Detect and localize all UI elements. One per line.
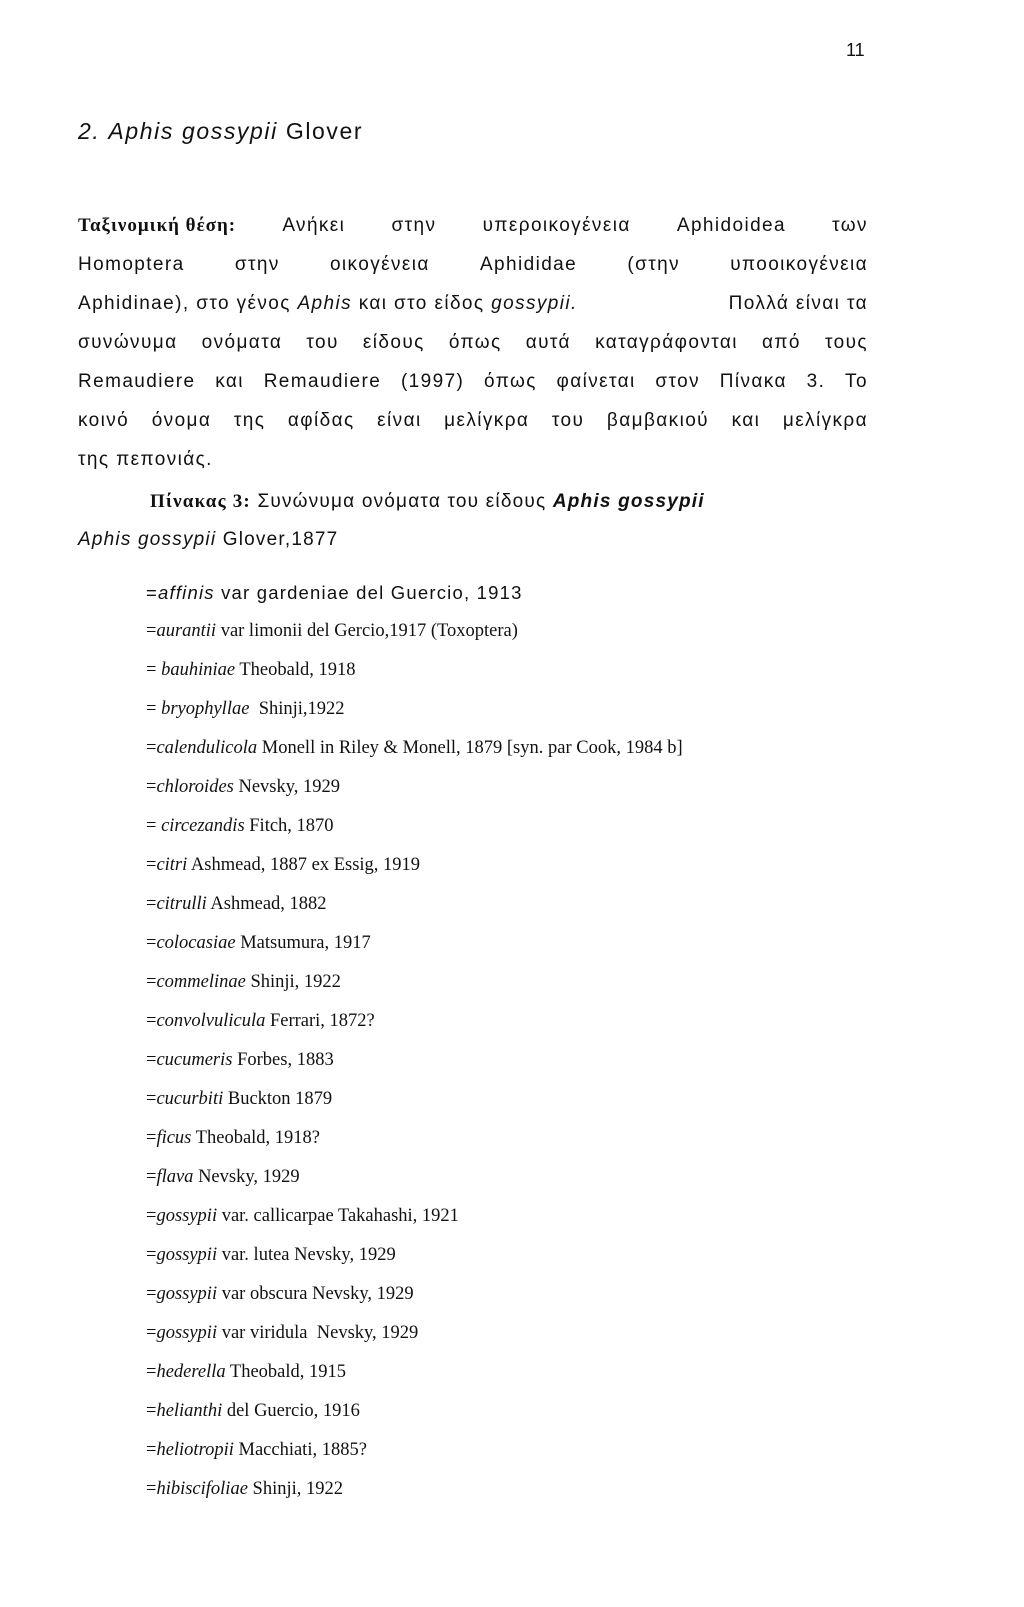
synonym-authority: Forbes, 1883 [232, 1050, 334, 1070]
synonym-authority: Ashmead, 1887 ex Essig, 1919 [187, 855, 421, 875]
synonym-entry [146, 1353, 866, 1392]
synonym-epithet: aurantii [156, 621, 217, 641]
section-number: 2. [78, 118, 101, 144]
table-caption [150, 491, 705, 513]
intro-word: Aphididae [479, 254, 578, 275]
intro-word: στην [234, 254, 280, 275]
synonym-prefix: = [146, 1011, 157, 1031]
synonym-epithet: chloroides [156, 777, 234, 797]
synonym-entry [146, 1314, 866, 1353]
synonym-prefix: = [146, 1479, 157, 1499]
synonym-entry [146, 885, 866, 924]
valid-name-author: Glover,1877 [216, 529, 339, 550]
intro-word: ονόματα [201, 332, 283, 353]
valid-name [78, 529, 338, 551]
intro-word: του [551, 410, 585, 431]
synonym-prefix: = [146, 699, 162, 719]
intro-species: gossypii. [491, 293, 578, 314]
synonym-authority: Ashmead, 1882 [206, 894, 327, 914]
synonym-entry [146, 1158, 866, 1197]
intro-word: του [306, 332, 339, 353]
intro-word: είδους [362, 332, 425, 353]
synonym-authority: Shinji, 1922 [245, 972, 341, 992]
synonym-entry [146, 573, 866, 612]
synonym-authority: Theobald, 1915 [225, 1362, 347, 1382]
synonym-entry [146, 1002, 866, 1041]
synonym-epithet: gossypii [156, 1245, 218, 1265]
intro-word: Remaudiere [263, 371, 382, 392]
synonym-epithet: gossypii [156, 1206, 218, 1226]
intro-text: της πεπονιάς. [78, 449, 213, 470]
intro-word: φαίνεται [556, 371, 636, 392]
synonym-prefix: = [146, 1128, 157, 1148]
section-heading [78, 118, 363, 145]
intro-word: Homoptera [78, 254, 185, 275]
synonym-entry [146, 807, 866, 846]
synonym-epithet: flava [156, 1167, 194, 1187]
synonym-prefix: = [146, 1245, 157, 1265]
synonym-epithet: affinis [158, 582, 215, 603]
synonym-authority: var. callicarpae Takahashi, 1921 [217, 1206, 459, 1226]
synonym-epithet: bryophyllae [161, 699, 250, 719]
synonym-prefix: = [146, 1167, 157, 1187]
synonym-epithet: heliotropii [156, 1440, 234, 1460]
synonym-epithet: citri [156, 855, 188, 875]
synonym-prefix: = [146, 582, 159, 603]
intro-word: (στην [627, 254, 680, 275]
synonym-entry [146, 1041, 866, 1080]
synonym-entry [146, 1275, 866, 1314]
table-caption-text: Συνώνυμα ονόματα του είδους [250, 491, 553, 512]
synonym-authority: var viridula Nevsky, 1929 [217, 1323, 419, 1343]
synonym-authority: Ferrari, 1872? [265, 1011, 375, 1031]
intro-word: μελίγκρα [444, 410, 530, 431]
synonym-entry [146, 1431, 866, 1470]
synonym-authority: del Guercio, 1916 [222, 1401, 360, 1421]
synonym-entry [146, 1197, 866, 1236]
intro-word: της [233, 410, 266, 431]
synonym-prefix: = [146, 621, 157, 641]
synonym-authority: Theobald, 1918 [235, 660, 356, 680]
intro-genus: Aphis [297, 293, 353, 314]
synonym-entry [146, 1470, 866, 1509]
synonym-entry [146, 612, 866, 651]
synonym-authority: Shinji, 1922 [247, 1479, 343, 1499]
intro-word: τους [825, 332, 868, 353]
intro-word: αυτά [525, 332, 571, 353]
synonym-list [146, 573, 866, 1509]
synonym-authority: Nevsky, 1929 [233, 777, 341, 797]
intro-line-1 [78, 206, 868, 245]
synonym-authority: var limonii del Gercio,1917 (Toxoptera) [216, 621, 518, 641]
synonym-entry [146, 1236, 866, 1275]
synonym-prefix: = [146, 1050, 157, 1070]
synonym-epithet: gossypii [156, 1284, 218, 1304]
intro-word: οικογένεια [329, 254, 430, 275]
synonym-prefix: = [146, 1089, 157, 1109]
synonym-entry [146, 651, 866, 690]
intro-word: βαμβακιού [606, 410, 709, 431]
intro-word: υποοικογένεια [730, 254, 868, 275]
synonym-prefix: = [146, 1206, 157, 1226]
intro-word: κοινό [78, 410, 130, 431]
synonym-epithet: gossypii [156, 1323, 218, 1343]
intro-text: Πολλά είναι τα [721, 293, 868, 314]
synonym-entry [146, 963, 866, 1002]
synonym-prefix: = [146, 777, 157, 797]
synonym-prefix: = [146, 816, 162, 836]
page-number: 11 [846, 40, 865, 60]
synonym-epithet: bauhiniae [161, 660, 236, 680]
valid-name-binomial: Aphis gossypii [78, 529, 217, 550]
synonym-prefix: = [146, 894, 157, 914]
intro-word: των [832, 215, 868, 236]
synonym-epithet: hederella [156, 1362, 226, 1382]
synonym-epithet: calendulicola [156, 738, 258, 758]
intro-word: και [731, 410, 761, 431]
intro-word: από [762, 332, 801, 353]
intro-line-3 [78, 284, 868, 323]
synonym-entry [146, 690, 866, 729]
intro-word: όπως [484, 371, 537, 392]
intro-word: στην [391, 215, 437, 236]
synonym-authority: Fitch, 1870 [244, 816, 334, 836]
intro-line-7 [78, 440, 868, 479]
synonym-epithet: colocasiae [156, 933, 236, 953]
heading-genus: Aphis [108, 118, 174, 144]
synonym-authority: Buckton 1879 [223, 1089, 333, 1109]
intro-word: Πίνακα [719, 371, 787, 392]
synonym-epithet: convolvulicula [156, 1011, 266, 1031]
synonym-authority: Macchiati, 1885? [233, 1440, 367, 1460]
intro-word: συνώνυμα [78, 332, 178, 353]
intro-word: Το [845, 371, 868, 392]
synonym-authority: Monell in Riley & Monell, 1879 [syn. par Cook, 1984 b] [257, 738, 683, 758]
intro-text: και στο είδος [352, 293, 492, 314]
synonym-epithet: cucurbiti [156, 1089, 224, 1109]
synonym-epithet: cucumeris [156, 1050, 233, 1070]
intro-word: υπεροικογένεια [482, 215, 631, 236]
heading-author: Glover [285, 118, 364, 144]
intro-word: αφίδας [287, 410, 355, 431]
intro-word: όνομα [151, 410, 212, 431]
synonym-epithet: circezandis [161, 816, 245, 836]
synonym-entry [146, 1080, 866, 1119]
synonym-prefix: = [146, 1284, 157, 1304]
intro-word: Remaudiere [78, 371, 196, 392]
intro-word: Aphidoidea [676, 215, 786, 236]
synonym-epithet: ficus [156, 1128, 192, 1148]
table-label: Πίνακας 3: [150, 491, 251, 512]
synonym-prefix: = [146, 972, 157, 992]
synonym-authority: Nevsky, 1929 [193, 1167, 300, 1187]
synonym-epithet: helianthi [156, 1401, 223, 1421]
synonym-entry [146, 924, 866, 963]
synonym-prefix: = [146, 1440, 157, 1460]
synonym-prefix: = [146, 933, 157, 953]
synonym-entry [146, 729, 866, 768]
intro-word: 3. [806, 371, 826, 392]
intro-word: καταγράφονται [595, 332, 738, 353]
synonym-authority: var gardeniae del Guercio, 1913 [214, 582, 523, 603]
synonym-entry [146, 768, 866, 807]
intro-word: μελίγκρα [782, 410, 868, 431]
taxonomy-label: Ταξινομική θέση: [78, 215, 237, 236]
synonym-prefix: = [146, 738, 157, 758]
synonym-prefix: = [146, 1362, 157, 1382]
intro-word: Ανήκει [282, 215, 346, 236]
synonym-epithet: citrulli [156, 894, 207, 914]
intro-word: στον [655, 371, 701, 392]
synonym-epithet: commelinae [156, 972, 246, 992]
synonym-entry [146, 1392, 866, 1431]
intro-word: και [215, 371, 244, 392]
intro-paragraph [78, 206, 868, 479]
synonym-authority: var obscura Nevsky, 1929 [217, 1284, 414, 1304]
intro-word: (1997) [400, 371, 465, 392]
synonym-prefix: = [146, 1323, 157, 1343]
synonym-prefix: = [146, 660, 162, 680]
intro-word: είναι [377, 410, 422, 431]
table-caption-species: Aphis gossypii [552, 491, 705, 512]
intro-word: όπως [448, 332, 502, 353]
synonym-authority: Matsumura, 1917 [235, 933, 371, 953]
synonym-prefix: = [146, 1401, 157, 1421]
intro-line-6 [78, 401, 868, 440]
intro-text: Aphidinae), στο γένος [78, 293, 298, 314]
synonym-entry [146, 1119, 866, 1158]
synonym-authority: var. lutea Nevsky, 1929 [217, 1245, 396, 1265]
synonym-entry [146, 846, 866, 885]
synonym-authority: Theobald, 1918? [191, 1128, 321, 1148]
intro-line-2 [78, 245, 868, 284]
synonym-authority: Shinji,1922 [249, 699, 345, 719]
intro-line-5 [78, 362, 868, 401]
heading-species: gossypii [181, 118, 278, 144]
synonym-prefix: = [146, 855, 157, 875]
intro-line-4 [78, 323, 868, 362]
synonym-epithet: hibiscifoliae [156, 1479, 248, 1499]
